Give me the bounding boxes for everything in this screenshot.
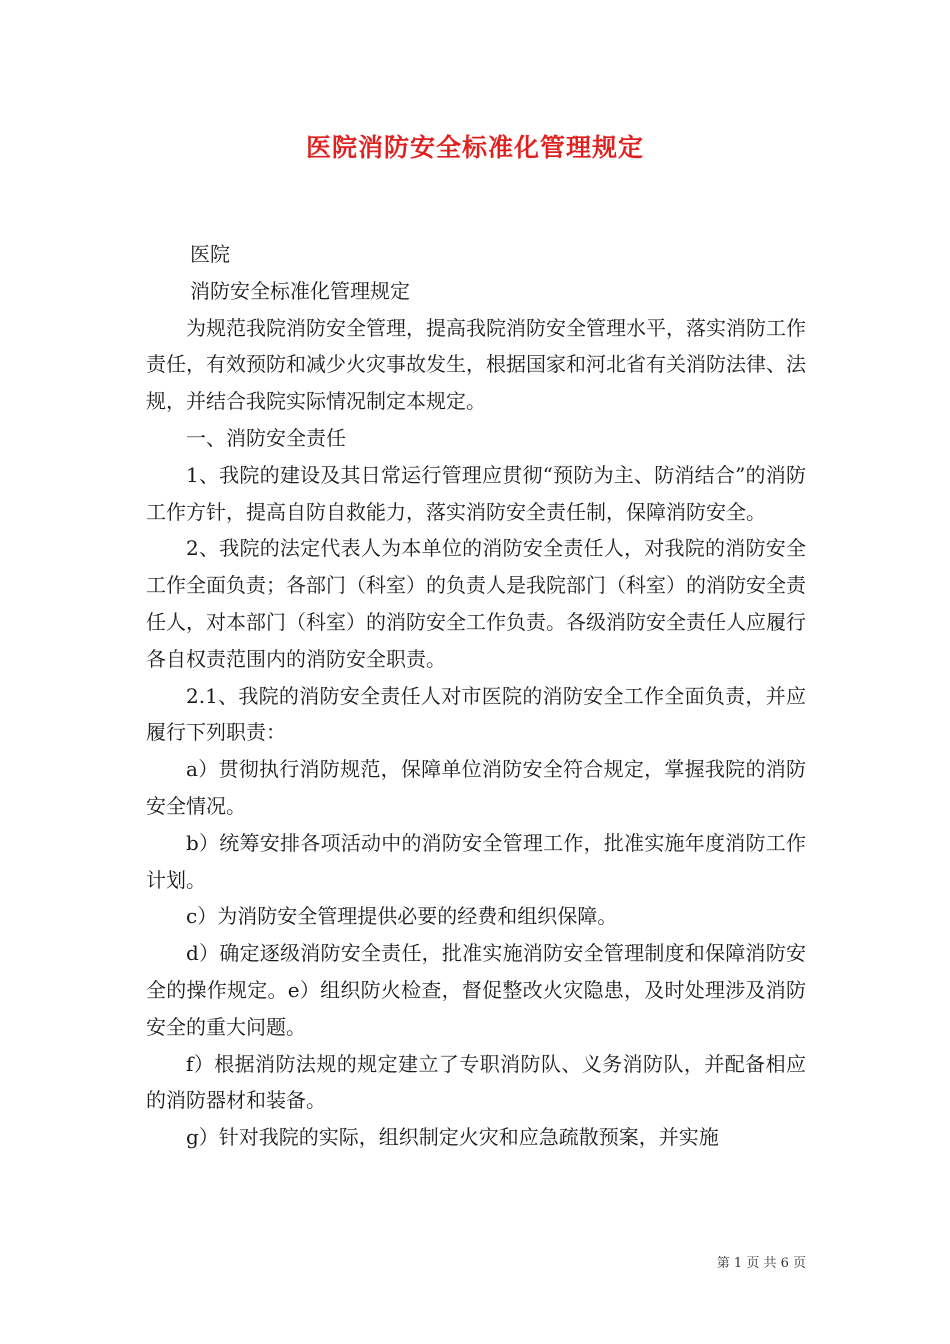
paragraph-item-2: 2、我院的法定代表人为本单位的消防安全责任人，对我院的消防安全工作全面负责；各部门（科室）的负责人是我院部门（科室）的消防安全责任人，对本部门（科室）的消防安全工作负责。各级消防安全责任人应履行各自权责范围内的消防安全职责。 (146, 536, 806, 671)
paragraph-heading-2: 消防安全标准化管理规定 (190, 278, 410, 303)
page-number: 第 1 页 共 6 页 (716, 1256, 806, 1271)
paragraph-item-c: c）为消防安全管理提供必要的经费和组织保障。 (186, 904, 618, 929)
document-body (146, 236, 806, 1156)
paragraph-item-1: 1、我院的建设及其日常运行管理应贯彻“预防为主、防消结合”的消防工作方针，提高自防自救能力，落实消防安全责任制，保障消防安全。 (146, 462, 806, 524)
paragraph-item-a: a）贯彻执行消防规范，保障单位消防安全符合规定，掌握我院的消防安全情况。 (146, 757, 806, 818)
paragraph-item-2-1: 2.1、我院的消防安全责任人对市医院的消防安全工作全面负责，并应履行下列职责： (146, 683, 806, 745)
paragraph-item-d: d）确定逐级消防安全责任，批准实施消防安全管理制度和保障消防安全的操作规定。e）组织防火检查，督促整改火灾隐患，及时处理涉及消防安全的重大问题。 (146, 941, 806, 1039)
document-title: 医院消防安全标准化管理规定 (305, 133, 644, 162)
paragraph-heading-1: 医院 (190, 242, 230, 266)
section-heading: 一、消防安全责任 (186, 425, 346, 450)
paragraph-item-b: b）统筹安排各项活动中的消防安全管理工作，批准实施年度消防工作计划。 (146, 830, 806, 892)
paragraph-intro: 为规范我院消防安全管理，提高我院消防安全管理水平，落实消防工作责任，有效预防和减少火灾事故发生，根据国家和河北省有关消防法律、法规，并结合我院实际情况制定本规定。 (146, 315, 806, 414)
paragraph-item-f: f）根据消防法规的规定建立了专职消防队、义务消防队，并配备相应的消防器材和装备。 (146, 1051, 806, 1113)
paragraph-item-g: g）针对我院的实际，组织制定火灾和应急疏散预案，并实施 (186, 1125, 719, 1150)
